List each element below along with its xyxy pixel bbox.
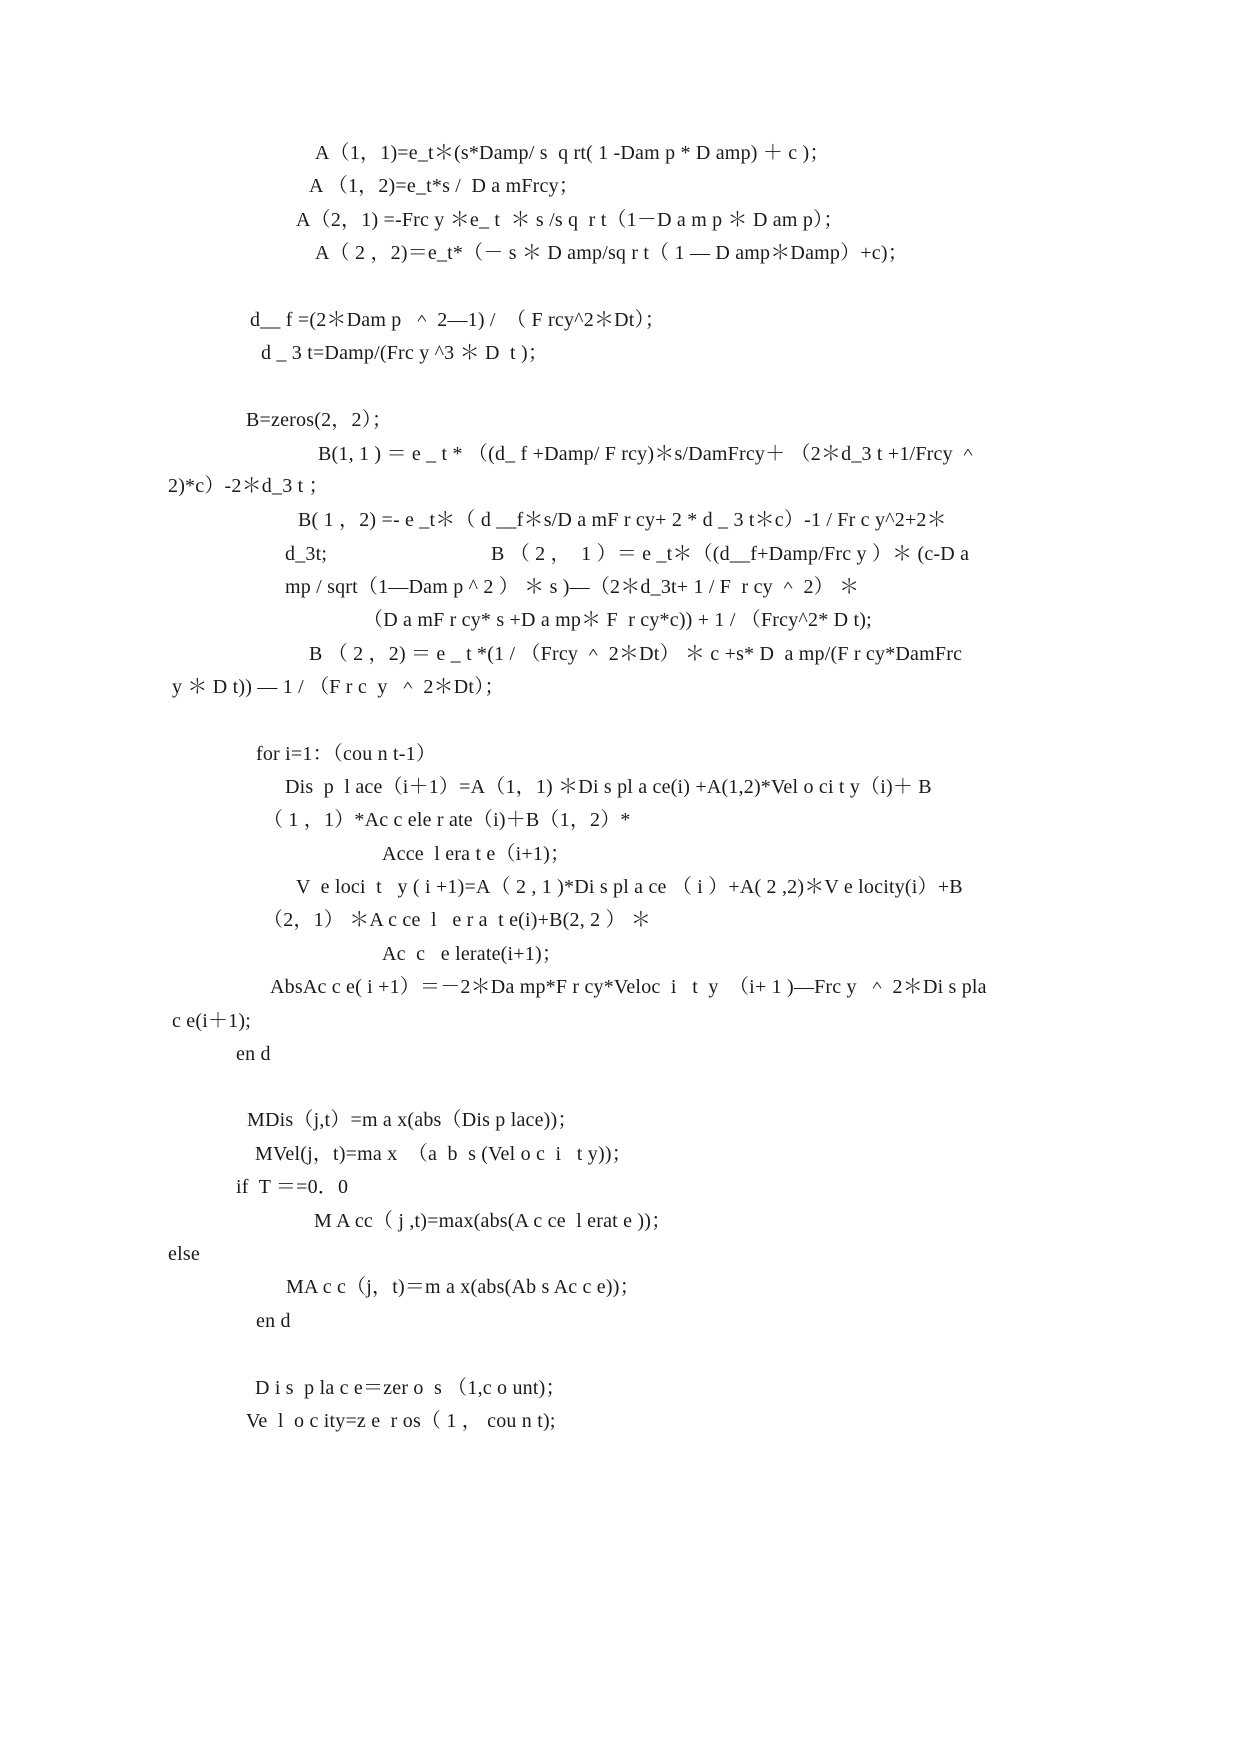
code-line: Ac c e lerate(i+1)； — [382, 943, 563, 965]
code-line: D i s p la c e＝zer o s （1,c o unt)； — [255, 1377, 566, 1399]
code-line: （ 1 ，1）*Ac c ele r ate（i)＋B（1，2）* — [263, 809, 631, 831]
code-line: Dis p l ace（i＋1）=A（1，1) ＊Di s pl a ce(i) +A(1,2)*Vel o ci t y（i)＋ B — [285, 776, 932, 798]
code-line: （D a mF r cy* s +D a mp＊ F r cy*c)) + 1 / （Frcy^2* D t); — [363, 609, 872, 631]
code-line: for i=1：（cou n t-1） — [256, 743, 437, 765]
code-line: c e(i＋1); — [172, 1010, 251, 1032]
code-line: else — [168, 1243, 200, 1265]
code-line: 2)*c）-2＊d_3 t ； — [168, 475, 329, 497]
code-line: mp / sqrt（1—Dam p ^ 2 ） ＊ s )—（2＊d_3t+ 1 / F r cy ＾ 2） ＊ — [285, 576, 860, 598]
code-line: B( 1 ，2) =- e _t＊（ d __f＊s/D a mF r cy+ 2 * d _ 3 t＊c）-1 / Fr c y^2+2＊ — [298, 509, 947, 531]
code-line: A（1，1)=e_t＊(s*Damp/ s q rt( 1 -Dam p * D amp) ＋ c )； — [315, 142, 830, 164]
code-line: A（ 2 ，2)＝e_t*（－ s ＊ D amp/sq r t（ 1 — D amp＊Damp）+c)； — [315, 242, 908, 264]
code-line: （2，1） ＊A c ce l e r a t e(i)+B(2, 2 ） ＊ — [263, 909, 652, 931]
code-line: en d — [236, 1043, 271, 1065]
code-line: MVel(j，t)=ma x （a b s (Vel o c i t y))； — [255, 1143, 632, 1165]
code-line: MDis（j,t）=m a x(abs（Dis p lace))； — [247, 1109, 578, 1131]
code-line: A （1，2)=e_t*s / D a mFrcy； — [309, 175, 579, 197]
code-line: Ve l o c ity=z e r os（ 1 ， cou n t); — [246, 1410, 556, 1432]
code-line: d__ f =(2＊Dam p ＾ 2—1) / （ F rcy^2＊Dt）； — [250, 309, 665, 331]
code-line: V e loci t y ( i +1)=A（ 2 , 1 )*Di s pl a ce （ i ）+A( 2 ,2)＊V e locity(i）+B — [296, 876, 963, 898]
code-line: d _ 3 t=Damp/(Frc y ^3 ＊ D t )； — [261, 342, 549, 364]
code-line: B=zeros(2，2）； — [246, 409, 393, 431]
code-line: M A cc（ j ,t)=max(abs(A c ce l erat e ))； — [314, 1210, 672, 1232]
code-line: MA c c（j，t)＝m a x(abs(Ab s Ac c e))； — [286, 1276, 640, 1298]
code-line: if T ＝=0．0 — [236, 1176, 349, 1198]
code-line: d_3t; — [285, 543, 328, 565]
code-line: AbsAc c e( i +1）＝－2＊Da mp*F r cy*Veloc i t y （i+ 1 )—Frc y ＾ 2＊Di s pla — [270, 976, 987, 998]
code-line: en d — [256, 1310, 291, 1332]
code-line: B （ 2 ，2) ＝ e _ t *(1 / （Frcy ＾ 2＊Dt） ＊ c +s* D a mp/(F r cy*DamFrc — [309, 643, 963, 665]
code-line: B （ 2 ， 1 ）＝ e _t＊（(d__f+Damp/Frc y ）＊ (c-D a — [491, 543, 970, 565]
code-line: Acce l era t e（i+1)； — [382, 843, 571, 865]
code-line: y ＊ D t)) — 1 / （F r c y ＾ 2＊Dt）； — [172, 676, 505, 698]
code-line: A（2，1) =-Frc y ＊e_ t ＊ s /s q r t（1－D a m p ＊ D am p）； — [296, 209, 844, 231]
code-line: B(1, 1 ) ＝ e _ t * （(d_ f +Damp/ F rcy)＊s/DamFrcy＋ （2＊d_3 t +1/Frcy ＾ — [318, 443, 979, 465]
